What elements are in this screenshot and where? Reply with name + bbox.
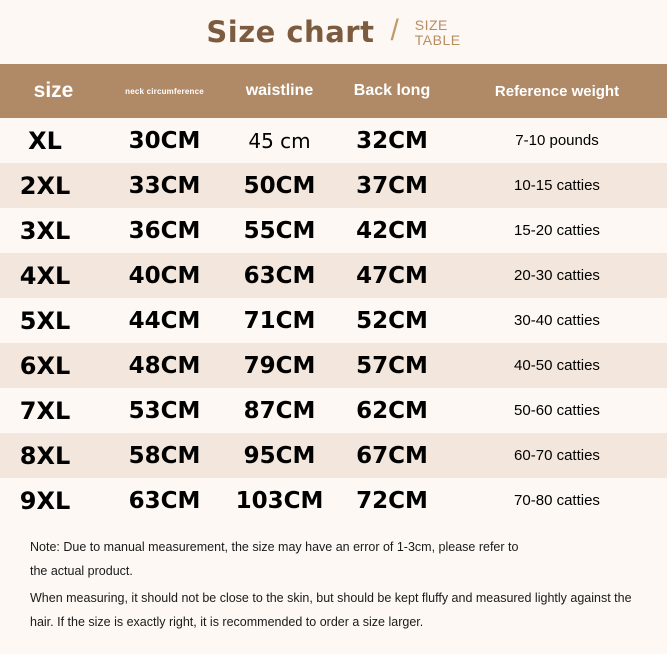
cell-size: 2XL bbox=[19, 171, 71, 200]
cell-neck: 48CM bbox=[128, 352, 201, 379]
cell-weight: 40-50 catties bbox=[514, 357, 600, 374]
title-separator: / bbox=[390, 14, 399, 47]
table-row bbox=[0, 163, 667, 208]
cell-weight: 10-15 catties bbox=[514, 177, 600, 194]
cell-weight: 50-60 catties bbox=[514, 402, 600, 419]
column-header-back: Back long bbox=[337, 64, 447, 118]
cell-back: 47CM bbox=[356, 262, 428, 289]
cell-waist: 50CM bbox=[243, 172, 316, 199]
cell-back: 57CM bbox=[356, 352, 428, 379]
cell-weight: 30-40 catties bbox=[514, 312, 600, 329]
note-line-2: the actual product. bbox=[30, 564, 133, 579]
table-header-row bbox=[0, 64, 667, 118]
cell-waist: 95CM bbox=[243, 442, 316, 469]
note-line-1: Note: Due to manual measurement, the size may have an error of 1-3cm, please refer to bbox=[30, 540, 519, 554]
cell-neck: 58CM bbox=[128, 442, 201, 469]
table-row bbox=[0, 298, 667, 343]
cell-waist: 55CM bbox=[243, 217, 316, 244]
cell-size: 6XL bbox=[19, 351, 71, 380]
cell-neck: 40CM bbox=[128, 262, 201, 289]
cell-neck: 33CM bbox=[128, 172, 201, 199]
cell-weight: 7-10 pounds bbox=[515, 132, 599, 149]
page-header bbox=[0, 0, 667, 64]
table-row bbox=[0, 478, 667, 523]
cell-neck: 53CM bbox=[128, 397, 201, 424]
cell-size: 9XL bbox=[19, 486, 71, 515]
table-body bbox=[0, 118, 667, 523]
cell-back: 72CM bbox=[356, 487, 428, 514]
cell-weight: 20-30 catties bbox=[514, 267, 600, 284]
cell-waist: 79CM bbox=[243, 352, 316, 379]
page-subtitle bbox=[415, 16, 461, 47]
table-row bbox=[0, 208, 667, 253]
cell-waist: 63CM bbox=[243, 262, 316, 289]
table-row bbox=[0, 433, 667, 478]
cell-size: XL bbox=[28, 126, 62, 155]
table-row bbox=[0, 343, 667, 388]
cell-waist: 87CM bbox=[243, 397, 316, 424]
cell-weight: 60-70 catties bbox=[514, 447, 600, 464]
cell-size: 7XL bbox=[19, 396, 71, 425]
cell-size: 3XL bbox=[19, 216, 71, 245]
cell-size: 8XL bbox=[19, 441, 71, 470]
cell-size: 5XL bbox=[19, 306, 71, 335]
note-line-3: When measuring, it should not be close to the skin, but should be kept fluffy and measured lightly against the bbox=[30, 590, 632, 605]
cell-back: 42CM bbox=[356, 217, 428, 244]
page-title: Size chart bbox=[206, 15, 375, 49]
cell-back: 32CM bbox=[356, 127, 428, 154]
column-header-waist: waistline bbox=[222, 64, 337, 118]
cell-neck: 44CM bbox=[128, 307, 201, 334]
table-row bbox=[0, 118, 667, 163]
notes-section bbox=[0, 523, 667, 647]
size-table bbox=[0, 64, 667, 523]
page-subtitle-line2: TABLE bbox=[414, 32, 461, 48]
page-subtitle-line1: SIZE bbox=[414, 17, 448, 34]
cell-waist: 103CM bbox=[235, 487, 324, 514]
cell-back: 52CM bbox=[356, 307, 428, 334]
cell-neck: 63CM bbox=[128, 487, 201, 514]
column-header-size: size bbox=[0, 64, 107, 118]
cell-size: 4XL bbox=[19, 261, 71, 290]
cell-back: 62CM bbox=[356, 397, 428, 424]
cell-neck: 30CM bbox=[128, 127, 201, 154]
table-row bbox=[0, 388, 667, 433]
cell-waist: 71CM bbox=[243, 307, 316, 334]
cell-back: 67CM bbox=[356, 442, 428, 469]
cell-back: 37CM bbox=[356, 172, 428, 199]
note-line-4: hair. If the size is exactly right, it is recommended to order a size larger. bbox=[30, 615, 424, 630]
cell-weight: 70-80 catties bbox=[514, 492, 600, 509]
measuring-method-note bbox=[30, 586, 639, 635]
table-row bbox=[0, 253, 667, 298]
measurement-error-note bbox=[30, 535, 639, 584]
column-header-weight: Reference weight bbox=[447, 64, 667, 118]
cell-waist: 45 cm bbox=[248, 128, 311, 153]
cell-neck: 36CM bbox=[128, 217, 201, 244]
column-header-neck: neck circumference bbox=[107, 64, 222, 118]
cell-weight: 15-20 catties bbox=[514, 222, 600, 239]
